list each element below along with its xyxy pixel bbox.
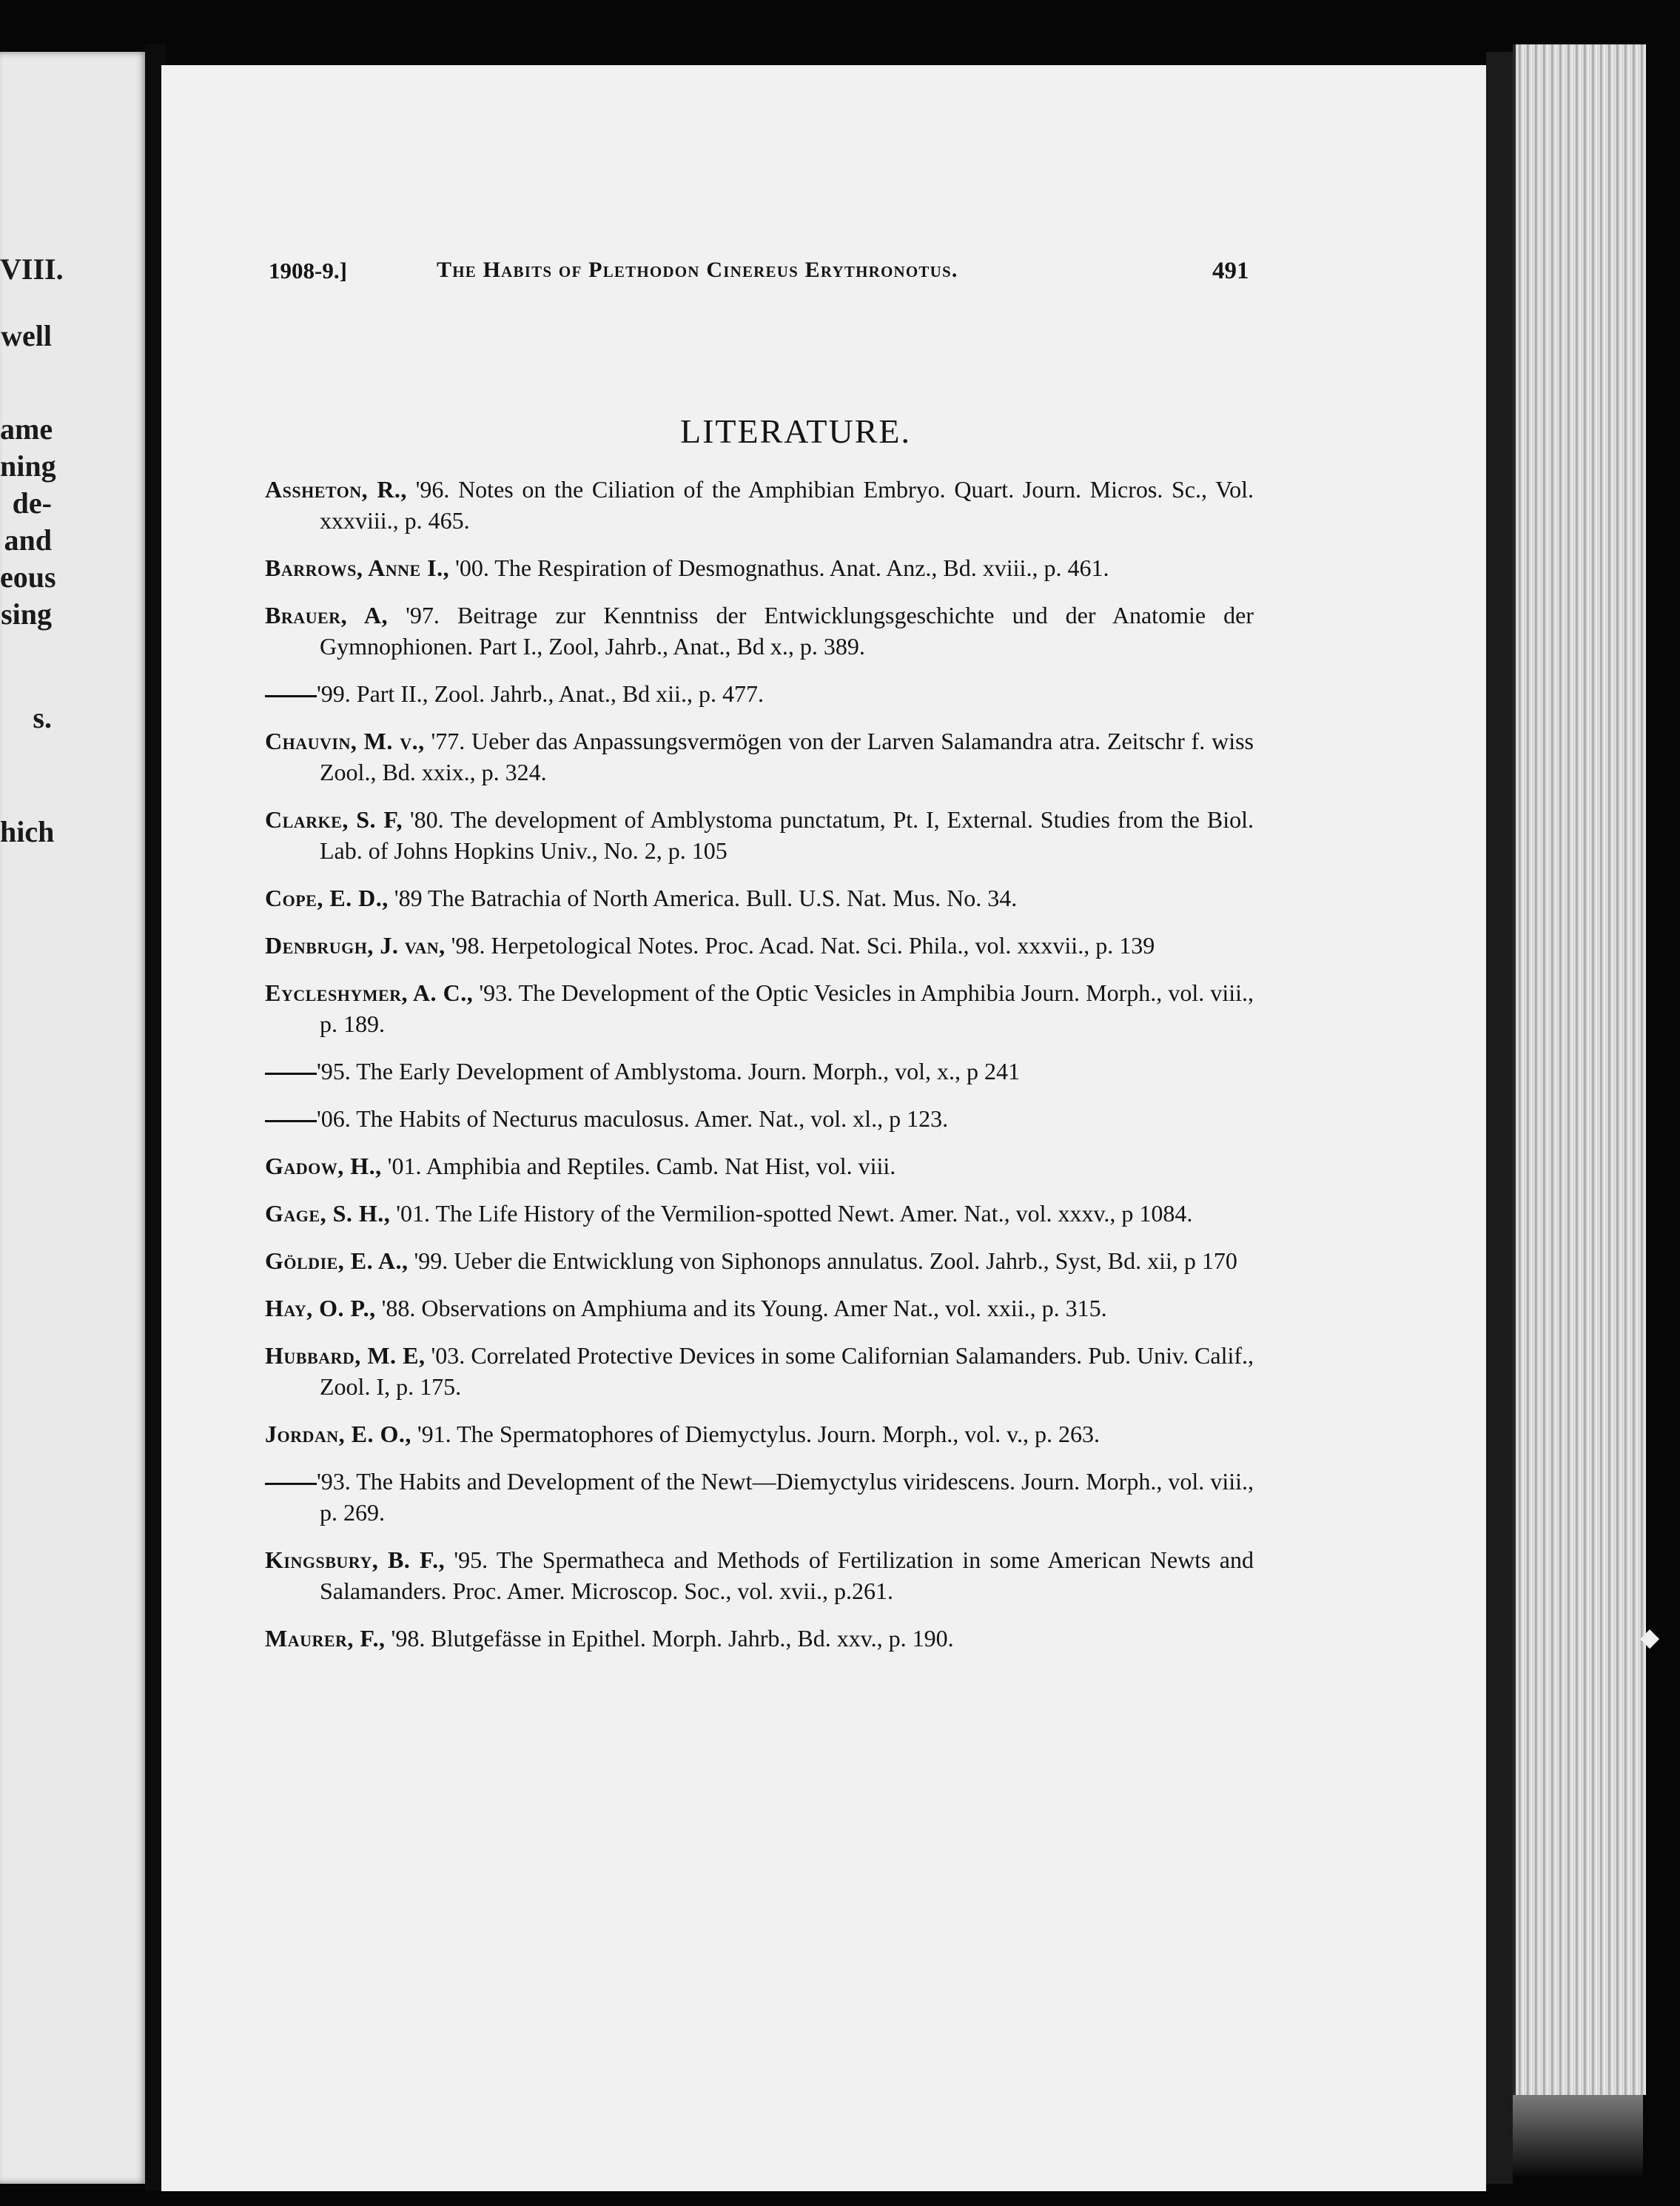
ditto-dash [265, 1120, 317, 1122]
reference-author: Gadow, H., [265, 1153, 382, 1179]
reference-entry [265, 1340, 1254, 1402]
page-edge-bottom-shadow [1513, 2095, 1643, 2176]
reference-entry [265, 725, 1254, 788]
reference-text: '77. Ueber das Anpassungsvermögen von der Larven Salamandra atra. Zeitschr f. wiss Zool., Bd. xxix., p. 324. [320, 728, 1254, 785]
facing-page-text: s. [33, 701, 52, 734]
reference-entry [265, 1466, 1254, 1528]
reference-text: '95. The Early Development of Amblystoma. Journ. Morph., vol, x., p 241 [317, 1058, 1020, 1084]
reference-text: '93. The Development of the Optic Vesicles in Amphibia Journ. Morph., vol. viii., p. 189. [320, 979, 1254, 1037]
reference-text: '99. Ueber die Entwicklung von Siphonops annulatus. Zool. Jahrb., Syst, Bd. xii, p 170 [408, 1247, 1237, 1274]
facing-page-text: ame [0, 412, 53, 446]
reference-author: Hay, O. P., [265, 1295, 376, 1321]
reference-author: Cope, E. D., [265, 885, 389, 911]
reference-author: Eycleshymer, A. C., [265, 979, 474, 1006]
reference-text: '89 The Batrachia of North America. Bull. U.S. Nat. Mus. No. 34. [388, 885, 1018, 911]
reference-text: '93. The Habits and Development of the Newt—Diemyctylus viridescens. Journ. Morph., vol. viii., p. 269. [317, 1468, 1254, 1526]
facing-page-text: VIII. [0, 252, 64, 286]
reference-text: '98. Herpetological Notes. Proc. Acad. Nat. Sci. Phila., vol. xxxvii., p. 139 [445, 932, 1155, 959]
reference-text: '06. The Habits of Necturus maculosus. Amer. Nat., vol. xl., p 123. [317, 1105, 949, 1132]
reference-entry [265, 1150, 1254, 1181]
reference-entry [265, 882, 1254, 913]
reference-entry [265, 1198, 1254, 1229]
reference-author: Kingsbury, B. F., [265, 1546, 446, 1573]
page-number: 491 [1212, 258, 1249, 284]
reference-text: '00. The Respiration of Desmognathus. Anat. Anz., Bd. xviii., p. 461. [449, 554, 1109, 581]
reference-author: Hubbard, M. E, [265, 1342, 426, 1369]
section-title-wrapper [0, 412, 1680, 451]
reference-author: Maurer, F., [265, 1625, 386, 1652]
stacked-page-edges [1513, 44, 1646, 2095]
reference-text: '98. Blutgefässe in Epithel. Morph. Jahrb., Bd. xxv., p. 190. [385, 1625, 954, 1652]
facing-page-text: and [4, 523, 52, 557]
facing-page-fragment [0, 52, 148, 2184]
reference-author: Göldie, E. A., [265, 1247, 409, 1274]
reference-text: '99. Part II., Zool. Jahrb., Anat., Bd xii., p. 477. [317, 680, 764, 707]
reference-author: Gage, S. H., [265, 1200, 391, 1227]
reference-entry [265, 930, 1254, 961]
reference-author: Clarke, S. F, [265, 806, 403, 833]
reference-author: Jordan, E. O., [265, 1421, 411, 1447]
reference-author: Assheton, R., [265, 476, 407, 503]
reference-author: Barrows, Anne I., [265, 554, 450, 581]
reference-entry [265, 474, 1254, 536]
reference-entry [265, 1623, 1254, 1654]
reference-entry [265, 678, 1254, 709]
reference-author: Denbrugh, J. van, [265, 932, 446, 959]
running-head-year: 1908-9.] [269, 258, 347, 284]
reference-entry [265, 600, 1254, 662]
facing-page-text: eous [0, 560, 56, 594]
reference-text: '97. Beitrage zur Kenntniss der Entwicklungsgeschichte und der Anatomie der Gymnophionen. Part I., Zool, Jahrb., Anat., Bd x., p. 389. [320, 602, 1254, 660]
reference-entry [265, 1103, 1254, 1134]
reference-entry [265, 1418, 1254, 1449]
reference-text: '80. The development of Amblystoma punctatum, Pt. I, External. Studies from the Biol. Lab. of Johns Hopkins Univ., No. 2, p. 105 [320, 806, 1254, 864]
edge-marker-icon: ◆ [1640, 1624, 1660, 1652]
running-head-title: The Habits of Plethodon Cinereus Erythronotus. [437, 258, 958, 282]
reference-author: Brauer, A, [265, 602, 389, 628]
ditto-dash [265, 1483, 317, 1485]
facing-page-text: sing [1, 597, 52, 631]
section-title: LITERATURE. [679, 412, 911, 450]
reference-text: '03. Correlated Protective Devices in some Californian Salamanders. Pub. Univ. Calif., Zool. I, p. 175. [320, 1342, 1254, 1400]
reference-entry [265, 1544, 1254, 1606]
ditto-dash [265, 695, 317, 697]
reference-entry [265, 1293, 1254, 1324]
reference-entry [265, 1056, 1254, 1087]
reference-text: '95. The Spermatheca and Methods of Fertilization in some American Newts and Salamanders. Proc. Amer. Microscop. Soc., vol. xvii., p.261. [320, 1546, 1254, 1604]
facing-page-text: hich [0, 815, 55, 848]
reference-entry [265, 552, 1254, 583]
reference-entry [265, 804, 1254, 866]
reference-text: '91. The Spermatophores of Diemyctylus. Journ. Morph., vol. v., p. 263. [411, 1421, 1101, 1447]
facing-page-text: de- [12, 486, 52, 520]
reference-text: '01. Amphibia and Reptiles. Camb. Nat Hist, vol. viii. [381, 1153, 896, 1179]
reference-entry [265, 977, 1254, 1039]
reference-text: '01. The Life History of the Vermilion-spotted Newt. Amer. Nat., vol. xxxv., p 1084. [390, 1200, 1193, 1227]
reference-list [265, 474, 1254, 1670]
reference-entry [265, 1245, 1254, 1276]
page-edge-shadow [1486, 52, 1513, 2184]
reference-text: '96. Notes on the Ciliation of the Amphibian Embryo. Quart. Journ. Micros. Sc., Vol. xxxviii., p. 465. [320, 476, 1254, 534]
facing-page-text: well [1, 319, 52, 352]
reference-text: '88. Observations on Amphiuma and its Young. Amer Nat., vol. xxii., p. 315. [375, 1295, 1107, 1321]
ditto-dash [265, 1073, 317, 1075]
reference-author: Chauvin, M. v., [265, 728, 425, 754]
facing-page-text: ning [0, 449, 56, 483]
